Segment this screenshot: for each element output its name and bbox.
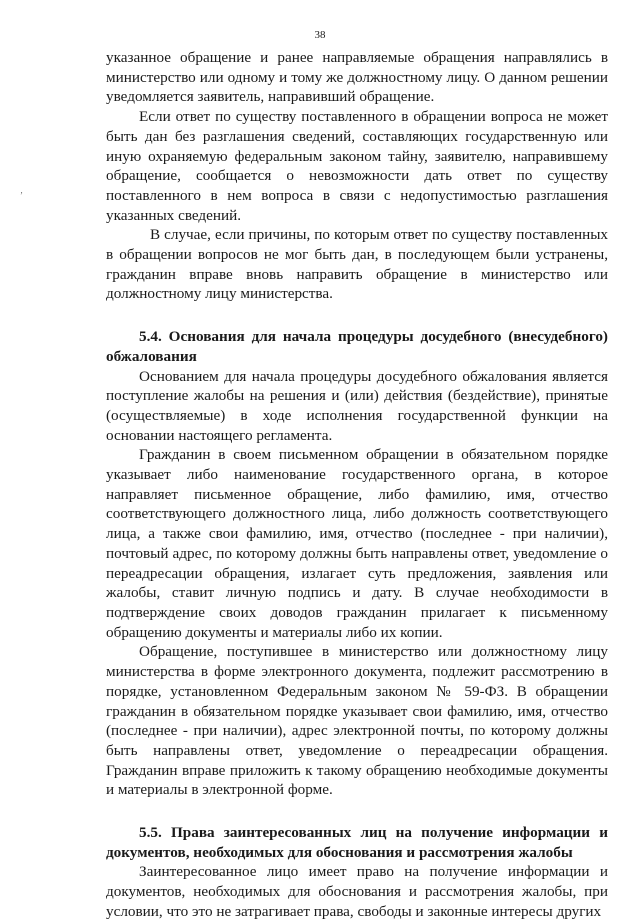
paragraph: Заинтересованное лицо имеет право на получение информации и документов, необходимых для обоснования и рассмотрения жалобы, при условии, что это не затрагивает права, свободы и законные интересы других bbox=[106, 863, 608, 920]
section-heading-5-4: 5.4. Основания для начала процедуры досудебного (внесудебного) обжалования bbox=[106, 328, 608, 365]
paragraph: В случае, если причины, по которым ответ по существу поставленных в обращении вопросов не мог быть дан, в последующем были устранены, гражданин вправе вновь направить обращение в министерство или должностному лицу министерства. bbox=[106, 226, 608, 303]
section-heading-5-5: 5.5. Права заинтересованных лиц на получение информации и документов, необходимых для обоснования и рассмотрения жалобы bbox=[106, 824, 608, 861]
margin-mark: ‚ bbox=[20, 185, 23, 195]
document-body bbox=[106, 48, 608, 922]
paragraph: Обращение, поступившее в министерство или должностному лицу министерства в форме электронного документа, подлежит рассмотрению в порядке, установленном Федеральным законом № 59-ФЗ. В обращении гражданин в обязательном порядке указывает свои фамилию, имя, отчество (последнее - при наличии), адрес электронной почты, по которому должны быть направлены ответ, уведомление о переадресации обращения. Гражданин вправе приложить к такому обращению необходимые документы и материалы в электронной форме. bbox=[106, 643, 608, 799]
paragraph: Если ответ по существу поставленного в обращении вопроса не может быть дан без разглашения сведений, составляющих государственную или иную охраняемую федеральным законом тайну, заявителю, направившему обращение, сообщается о невозможности дать ответ по существу поставленного в нем вопроса в связи с недопустимостью разглашения указанных сведений. bbox=[106, 108, 608, 224]
paragraph: Гражданин в своем письменном обращении в обязательном порядке указывает либо наименование государственного органа, в которое направляет письменное обращение, либо фамилию, имя, отчество соответствующего должностного лица, либо должность соответствующего лица, а также свои фамилию, имя, отчество (последнее - при наличии), почтовый адрес, по которому должны быть направлены ответ, уведомление о переадресации обращения, излагает суть предложения, заявления или жалобы, ставит личную подпись и дату. В случае необходимости в подтверждение своих доводов гражданин прилагает к письменному обращению документы и материалы либо их копии. bbox=[106, 446, 608, 641]
paragraph: Основанием для начала процедуры досудебного обжалования является поступление жалобы на решения и (или) действия (бездействие), принятые (осуществляемые) в ходе исполнения государственной функции на основании настоящего регламента. bbox=[106, 367, 608, 444]
page-number: 38 bbox=[314, 29, 326, 41]
paragraph: указанное обращение и ранее направляемые обращения направлялись в министерство или одному и тому же должностному лицу. О данном решении уведомляется заявитель, направивший обращение. bbox=[106, 49, 608, 106]
